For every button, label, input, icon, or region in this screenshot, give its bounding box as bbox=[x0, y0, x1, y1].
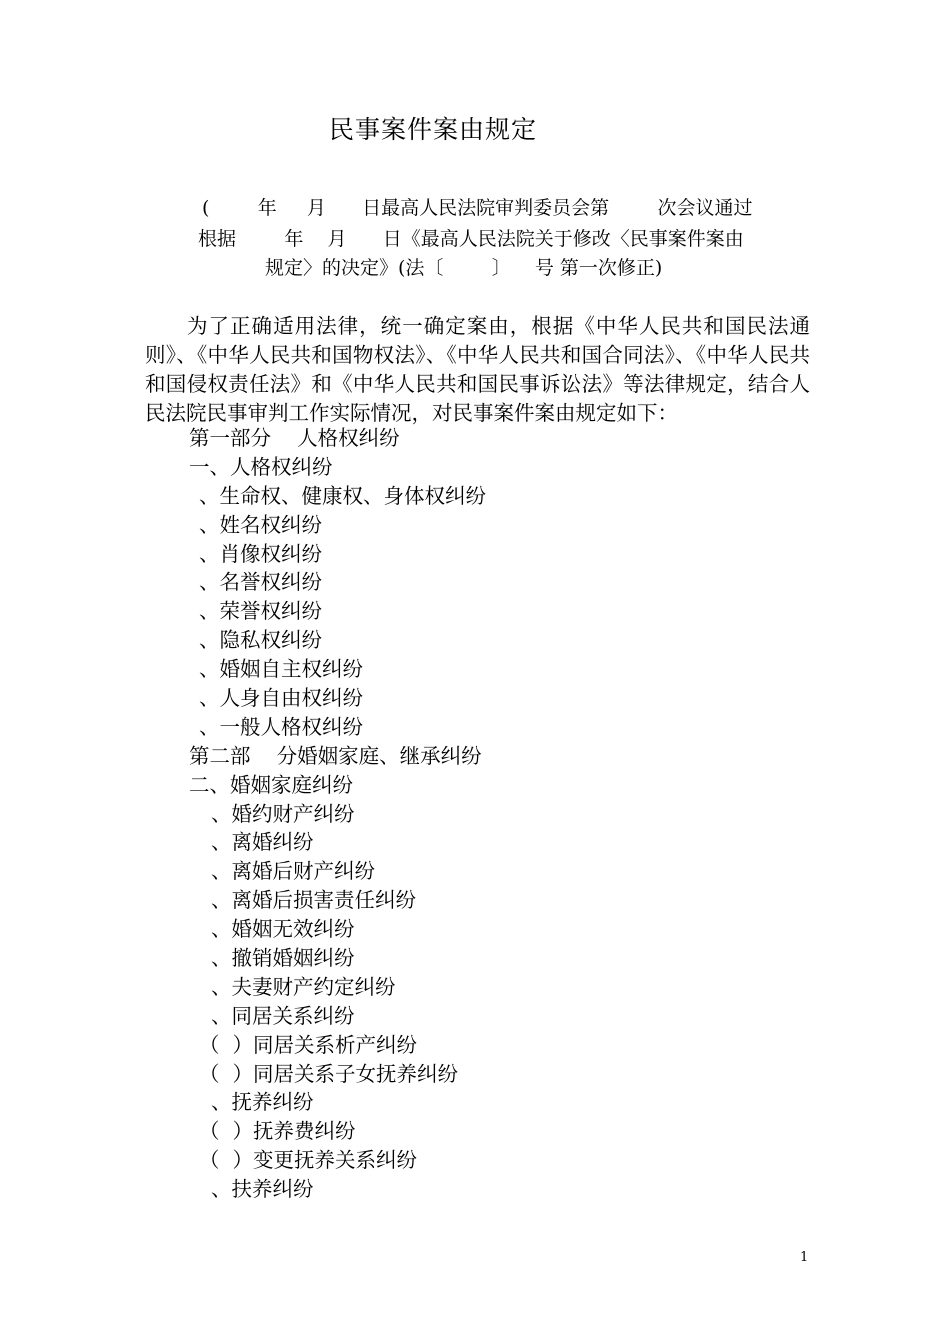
list-item: 、婚姻无效纠纷 bbox=[211, 917, 355, 942]
list-item: 、荣誉权纠纷 bbox=[199, 599, 322, 624]
list-item: 、婚姻自主权纠纷 bbox=[199, 657, 363, 682]
subtitle-line-3: 规定〉的决定》(法〔 〕 号 第一次修正) bbox=[265, 257, 663, 279]
list-item: 、人身自由权纠纷 bbox=[199, 686, 363, 711]
list-item: 、婚约财产纠纷 bbox=[211, 801, 355, 826]
list-item: 、抚养纠纷 bbox=[211, 1090, 314, 1115]
case-cause-list bbox=[0, 424, 950, 1204]
document-title: 民事案件案由规定 bbox=[328, 115, 537, 144]
list-item: 、离婚后财产纠纷 bbox=[211, 859, 375, 884]
subtitle-line-1: ( 年 月 日最高人民法院审判委员会第 次会议通过 bbox=[202, 197, 753, 219]
list-item: （ ）变更抚养关系纠纷 bbox=[199, 1148, 418, 1173]
intro-paragraph: 为了正确适用法律，统一确定案由，根据《中华人民共和国民法通则》、《中华人民共和国物权法》、《中华人民共和国合同法》、《中华人民共和国侵权责任法》和《中华人民共和国民事诉讼法》等法律规定，结合人民法院民事审判工作实际情况，对民事案件案由规定如下： bbox=[145, 314, 810, 425]
page-number: 1 bbox=[800, 1250, 809, 1265]
list-item: 、肖像权纠纷 bbox=[199, 541, 322, 566]
list-item: 、同居关系纠纷 bbox=[211, 1003, 355, 1028]
list-item: 二、婚姻家庭纠纷 bbox=[189, 772, 353, 797]
list-item: 、生命权、健康权、身体权纠纷 bbox=[199, 483, 486, 508]
list-item: 、撤销婚姻纠纷 bbox=[211, 946, 355, 971]
list-item: 、夫妻财产约定纠纷 bbox=[211, 974, 396, 999]
list-item: 、离婚后损害责任纠纷 bbox=[211, 888, 416, 913]
list-item: （ ）同居关系子女抚养纠纷 bbox=[199, 1061, 459, 1086]
list-item: 、隐私权纠纷 bbox=[199, 628, 322, 653]
list-item: 、姓名权纠纷 bbox=[199, 512, 322, 537]
list-item: 第二部 分婚姻家庭、继承纠纷 bbox=[189, 743, 482, 768]
list-item: （ ）同居关系析产纠纷 bbox=[199, 1032, 418, 1057]
list-item: 、名誉权纠纷 bbox=[199, 570, 322, 595]
subtitle-line-2: 根据 年 月 日《最高人民法院关于修改〈民事案件案由 bbox=[198, 228, 744, 250]
list-item: 一、人格权纠纷 bbox=[189, 454, 333, 479]
list-item: （ ）抚养费纠纷 bbox=[199, 1119, 356, 1144]
list-item: 、一般人格权纠纷 bbox=[199, 714, 363, 739]
list-item: 、离婚纠纷 bbox=[211, 830, 314, 855]
list-item: 、扶养纠纷 bbox=[211, 1177, 314, 1202]
list-item: 第一部分 人格权纠纷 bbox=[189, 426, 400, 450]
